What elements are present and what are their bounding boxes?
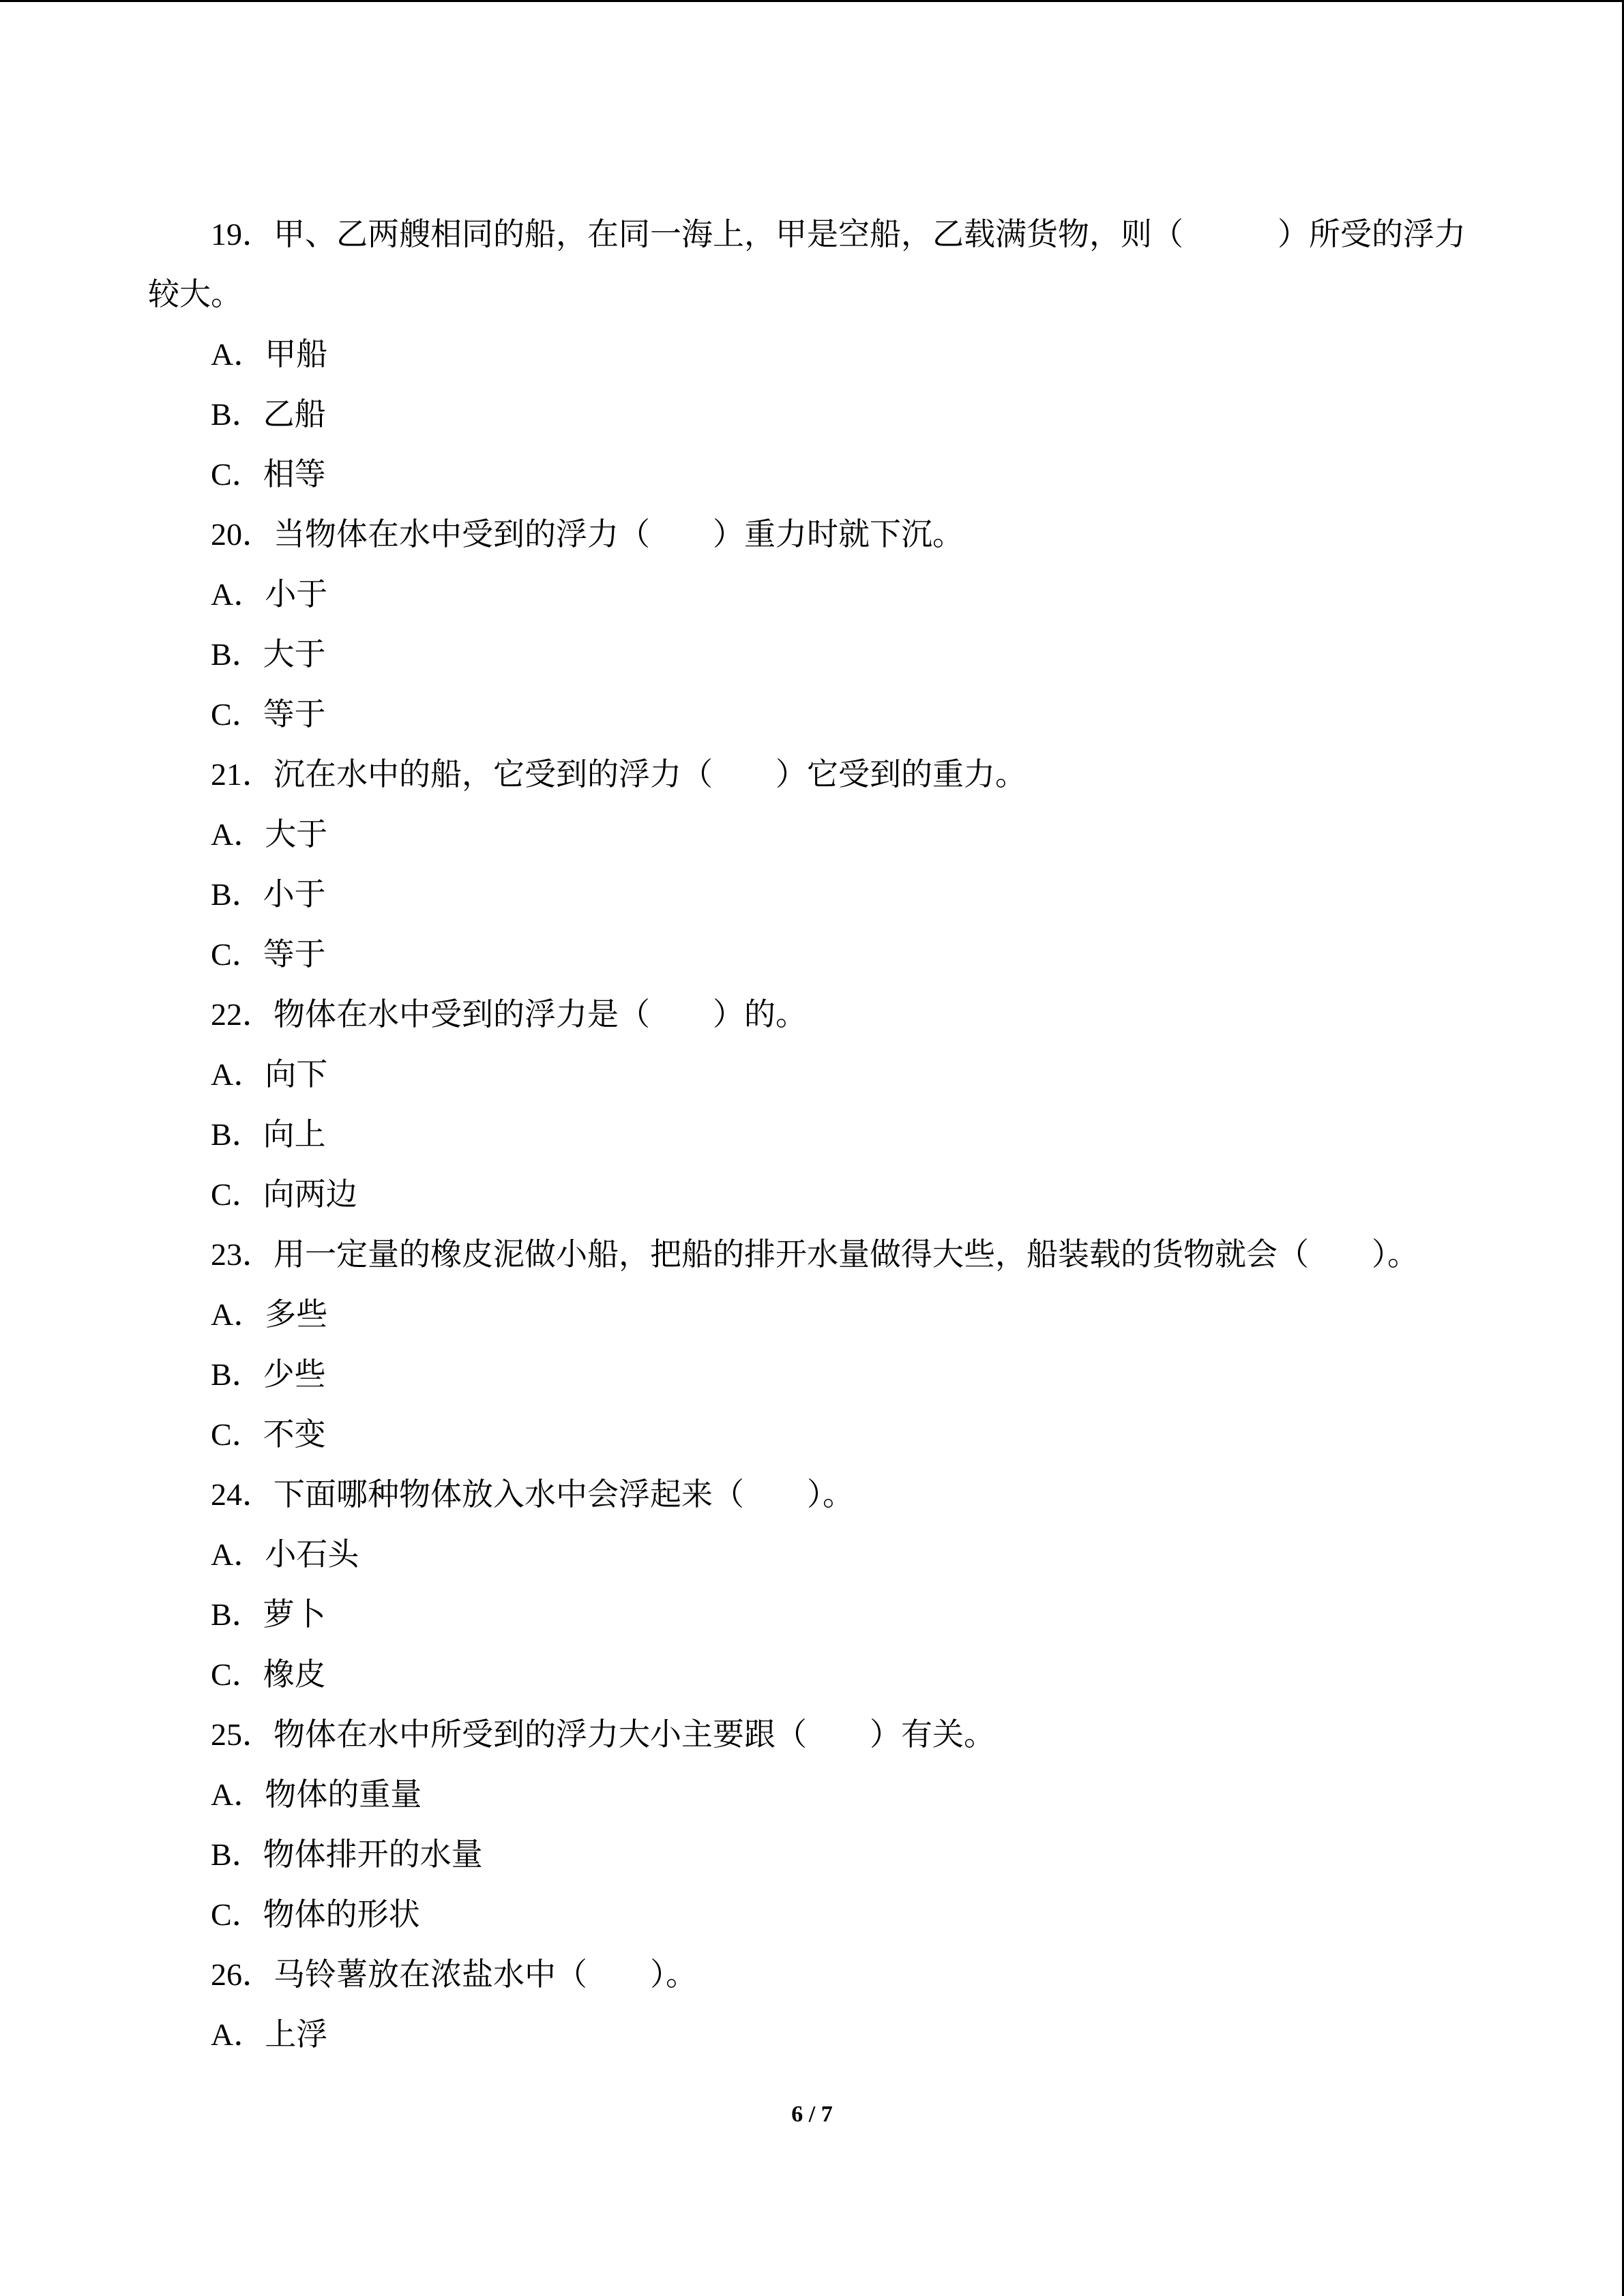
question-list — [148, 205, 1485, 2065]
answer-option: A．上浮 — [211, 2017, 328, 2052]
answer-option: B．向上 — [211, 1117, 326, 1152]
answer-option: B．物体排开的水量 — [211, 1837, 483, 1872]
question-stem: 19．甲、乙两艘相同的船，在同一海上，甲是空船，乙载满货物，则（ ）所受的浮力较大。 — [148, 217, 1466, 312]
answer-option: B．小于 — [211, 877, 326, 912]
answer-option: B．大于 — [211, 637, 326, 672]
question-stem: 20．当物体在水中受到的浮力（ ）重力时就下沉。 — [211, 517, 964, 552]
question-stem: 24．下面哪种物体放入水中会浮起来（ ）。 — [211, 1477, 854, 1512]
answer-option: A．大于 — [211, 817, 328, 852]
question-stem: 26．马铃薯放在浓盐水中（ ）。 — [211, 1957, 697, 1992]
top-border-line — [0, 0, 1624, 2]
question-stem: 21．沉在水中的船，它受到的浮力（ ）它受到的重力。 — [211, 757, 1027, 792]
answer-option: B．乙船 — [211, 397, 326, 432]
answer-option: C．物体的形状 — [211, 1897, 420, 1932]
answer-option: A．小于 — [211, 577, 328, 612]
answer-option: A．向下 — [211, 1057, 328, 1092]
answer-option: B．萝卜 — [211, 1597, 326, 1632]
answer-option: C．等于 — [211, 937, 326, 972]
answer-option: B．少些 — [211, 1357, 326, 1392]
question-stem: 22．物体在水中受到的浮力是（ ）的。 — [211, 997, 807, 1032]
answer-option: C．不变 — [211, 1417, 326, 1452]
question-stem: 25．物体在水中所受到的浮力大小主要跟（ ）有关。 — [211, 1717, 995, 1752]
answer-option: A．小石头 — [211, 1537, 359, 1572]
answer-option: A．物体的重量 — [211, 1777, 422, 1812]
answer-option: A．甲船 — [211, 337, 328, 372]
answer-option: C．相等 — [211, 457, 326, 492]
question-stem: 23．用一定量的橡皮泥做小船，把船的排开水量做得大些，船装载的货物就会（ ）。 — [211, 1237, 1419, 1272]
answer-option: C．等于 — [211, 697, 326, 732]
page-number: 6 / 7 — [791, 2102, 833, 2127]
answer-option: A．多些 — [211, 1297, 328, 1332]
answer-option: C．橡皮 — [211, 1657, 326, 1692]
answer-option: C．向两边 — [211, 1177, 357, 1212]
